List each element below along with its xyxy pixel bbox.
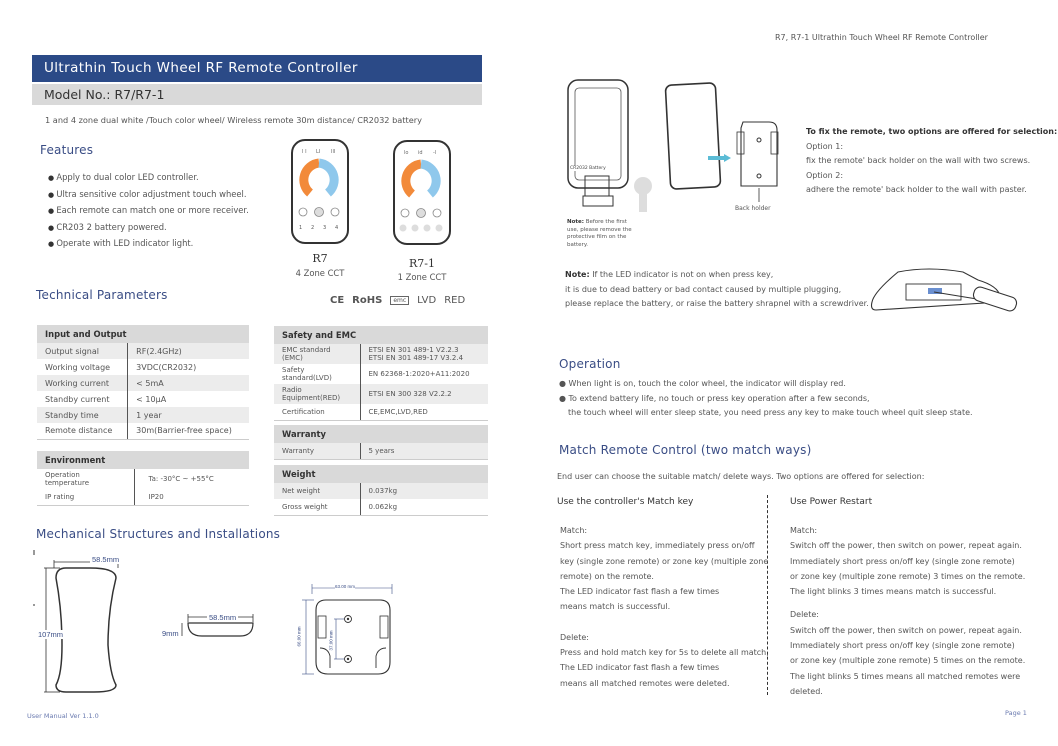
svg-text:-l: -l	[433, 150, 437, 156]
table-row: Warranty 5 years	[274, 443, 488, 459]
table-row: Output signal RF(2.4GHz)	[37, 343, 249, 359]
match-key-instructions: Match: Short press match key, immediately press on/off key (single zone remote) or zone key (multiple zone remote) on the remote. The LED indicator fast flash a few times means match is successful. Delete: Press and hold match key for 5s to delete all match, The LED indicator fast flash a few times means all matched remotes were deleted.	[560, 526, 769, 688]
table-row: Remote distance 30m(Barrier-free space)	[37, 423, 249, 439]
warranty-table	[274, 425, 488, 460]
table-row: Working voltage 3VDC(CR2032)	[37, 359, 249, 375]
technical-parameters-heading: Technical Parameters	[36, 288, 168, 302]
document-title: Ultrathin Touch Wheel RF Remote Controller	[32, 55, 482, 82]
svg-text:lo: lo	[404, 150, 409, 156]
safety-emc-table	[274, 326, 488, 421]
features-list	[48, 170, 249, 253]
svg-text:id: id	[418, 150, 423, 156]
table-header: Warranty	[274, 425, 488, 443]
red-logo: RED	[444, 295, 466, 306]
height-dimension-label: 107mm	[38, 630, 64, 639]
svg-text:1: 1	[299, 225, 303, 231]
environment-table	[37, 451, 249, 506]
hole-spacing-dimension-label: 37.00 mm	[328, 630, 334, 651]
match-key-title: Use the controller's Match key	[557, 497, 694, 507]
operation-item: ● When light is on, touch the color wheel, the indicator will display red.	[559, 379, 846, 388]
page-header: R7, R7-1 Ultrathin Touch Wheel RF Remote Controller	[775, 33, 988, 42]
thickness-dimension-label: 9mm	[162, 629, 179, 638]
product-subtitle: 1 and 4 zone dual white /Touch color wheel/ Wireless remote 30m distance/ CR2032 battery	[45, 115, 422, 125]
features-heading: Features	[40, 143, 94, 157]
table-row: EMC standard (EMC) ETSI EN 301 489-1 V2.2.3 ETSI EN 301 489-17 V3.2.4	[274, 344, 488, 364]
feature-item: ● Apply to dual color LED controller.	[48, 170, 249, 187]
width-dimension-label: 58.5mm	[92, 555, 120, 564]
r7-remote-image	[291, 139, 349, 244]
r7-desc: 4 Zone CCT	[295, 268, 345, 278]
battery-label: CR2032 Battery	[570, 166, 606, 171]
operation-heading: Operation	[559, 357, 621, 371]
feature-item: ● Ultra sensitive color adjustment touch wheel.	[48, 187, 249, 204]
ce-logo: CE	[330, 295, 345, 306]
power-restart-title: Use Power Restart	[790, 497, 873, 507]
table-row: Working current < 5mA	[37, 375, 249, 391]
remote-front-dimension-drawing	[30, 550, 130, 700]
table-header: Weight	[274, 465, 488, 483]
back-holder-dimension-drawing	[300, 582, 400, 682]
operation-list: ● When light is on, touch the color wheel, the indicator will display red. ● To extend battery life, no touch or press key operation after a few seconds, the touch wheel will enter sleep state, you need press any key to make touch wheel quit sleep state.	[559, 379, 973, 417]
r7-1-remote-image	[393, 140, 451, 245]
match-heading: Match Remote Control (two match ways)	[559, 443, 812, 457]
side-width-dimension-label: 58.5mm	[209, 613, 237, 622]
table-row: Standby time 1 year	[37, 407, 249, 423]
weight-table	[274, 465, 488, 516]
led-note: Note: If the LED indicator is not on when press key, it is due to dead battery or bad contact caused by multiple plugging, please replace the battery, or raise the battery shrapnel with a screwdriver.	[565, 270, 869, 308]
fix-instructions: To fix the remote, two options are offered for selection: Option 1: fix the remote' back holder on the wall with two screws. Option 2: adhere the remote' back holder to the wall with paster.	[806, 127, 1058, 194]
table-row: Certification CE,EMC,LVD,RED	[274, 404, 488, 420]
holder-height-dimension-label: 66.00 mm	[296, 626, 302, 647]
svg-text:4: 4	[335, 225, 339, 231]
table-row: Operation temperature Ta: -30°C ~ +55°C	[37, 469, 249, 489]
power-restart-instructions: Match: Switch off the power, then switch on power, repeat again. Immediately short press on/off key (single zone remote) or zone key (multiple zone remote) 3 times on the remote. The light blinks 3 times means match is successful. Delete: Switch off the power, then switch on power, repeat again. Immediately short press on/off key (single zone remote) or zone key (multiple zone remote) 5 times on the remote. The light blinks 5 times means all matched remotes were deleted.	[790, 526, 1026, 696]
table-row: IP rating IP20	[37, 489, 249, 505]
certification-logos	[330, 295, 465, 306]
feature-item: ● Each remote can match one or more receiver.	[48, 203, 249, 220]
fix-heading: To fix the remote, two options are offered for selection:	[806, 127, 1058, 136]
svg-text:3: 3	[323, 225, 327, 231]
battery-installation-illustration	[563, 78, 793, 218]
table-header: Input and Output	[37, 325, 249, 343]
operation-item: ● To extend battery life, no touch or press key operation after a few seconds,	[559, 393, 870, 403]
r7-1-label: R7-1	[409, 257, 435, 270]
svg-text:I I: I I	[302, 149, 307, 155]
r7-remote-face-icon	[293, 141, 346, 241]
table-header: Safety and EMC	[274, 326, 488, 344]
emc-logo: emc	[390, 296, 409, 305]
lvd-logo: LVD	[417, 295, 437, 306]
svg-text:LI: LI	[316, 149, 321, 155]
rohs-logo: RoHS	[352, 295, 383, 306]
table-row: Gross weight 0.062kg	[274, 499, 488, 515]
feature-item: ● Operate with LED indicator light.	[48, 236, 249, 253]
footer-version: User Manual Ver 1.1.0	[27, 712, 99, 720]
svg-text:IlI: IlI	[331, 149, 336, 155]
r7-1-remote-face-icon	[395, 142, 448, 242]
holder-width-dimension-label: 63.00 mm	[335, 584, 356, 589]
model-number: Model No.: R7/R7-1	[32, 84, 482, 105]
screwdriver-battery-illustration	[868, 262, 1018, 322]
mechanical-heading: Mechanical Structures and Installations	[36, 527, 281, 541]
match-intro: End user can choose the suitable match/ delete ways. Two options are offered for selection:	[557, 472, 925, 481]
battery-note: Note: Before the first use, please remove the protective film on the battery.	[567, 219, 632, 248]
table-header: Environment	[37, 451, 249, 469]
r7-label: R7	[312, 252, 328, 265]
table-row: Radio Equipment(RED) ETSI EN 300 328 V2.2.2	[274, 384, 488, 404]
feature-item: ● CR203 2 battery powered.	[48, 220, 249, 237]
table-row: Safety standard(LVD) EN 62368-1:2020+A11:2020	[274, 364, 488, 384]
table-row: Standby current < 10μA	[37, 391, 249, 407]
r7-1-desc: 1 Zone CCT	[397, 272, 447, 282]
input-output-table	[37, 325, 249, 440]
page-number: Page 1	[1005, 709, 1027, 717]
svg-text:2: 2	[311, 225, 315, 231]
table-row: Net weight 0.037kg	[274, 483, 488, 499]
back-holder-label: Back holder	[735, 205, 771, 212]
